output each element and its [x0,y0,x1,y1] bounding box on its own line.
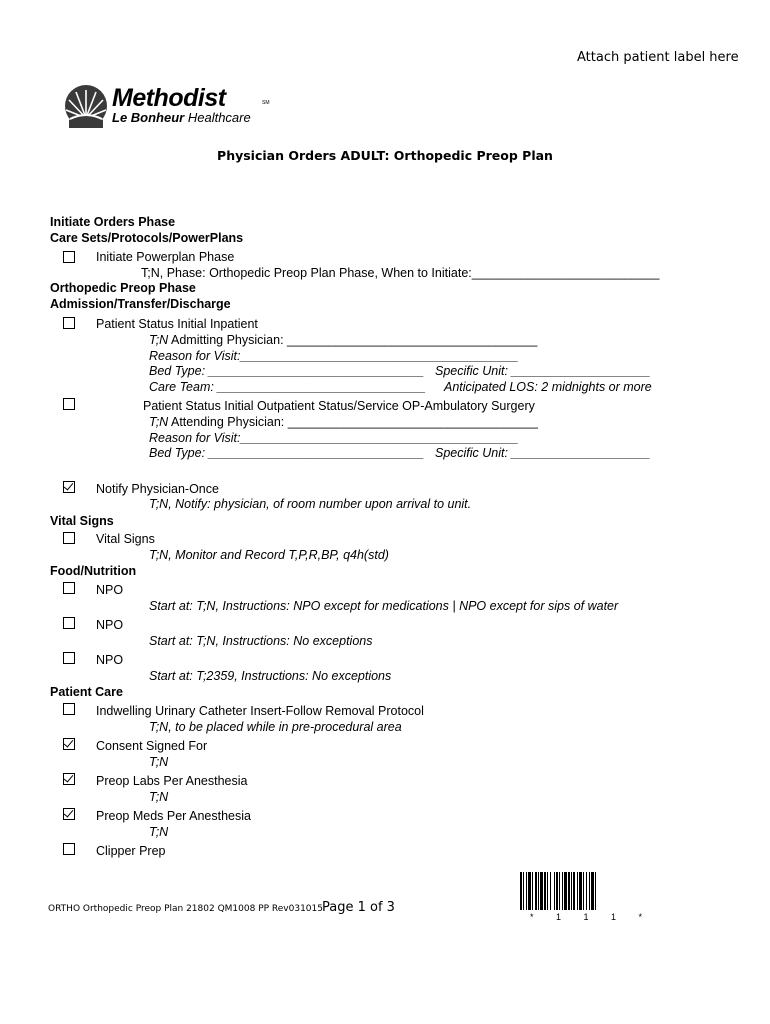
barcode-digit: * [530,912,534,922]
order-npo-2: NPO [96,618,124,632]
order-npo-3: NPO [96,653,124,667]
checkbox-npo-3[interactable] [63,652,75,664]
inpatient-los: Anticipated LOS: 2 midnights or more [444,380,652,394]
checkbox-catheter[interactable] [63,703,75,715]
order-catheter: Indwelling Urinary Catheter Insert-Follow Removal Protocol [96,704,424,718]
patient-label-note: Attach patient label here [577,50,739,65]
checkbox-vital-signs[interactable] [63,532,75,544]
checkbox-npo-1[interactable] [63,582,75,594]
order-consent: Consent Signed For [96,739,208,753]
order-npo-2-detail: Start at: T;N, Instructions: No exceptions [149,634,373,648]
order-preop-meds-detail: T;N [149,825,169,839]
order-vital-signs-detail: T;N, Monitor and Record T,P,R,BP, q4h(std) [149,548,389,562]
checkbox-outpatient[interactable] [63,398,75,410]
logo-service-mark: SM [262,100,270,106]
order-vital-signs: Vital Signs [96,532,155,546]
inpatient-bed-type: Bed Type: _______________________________ [149,364,425,378]
section-care-sets: Care Sets/Protocols/PowerPlans [50,231,244,245]
order-outpatient: Patient Status Initial Outpatient Status/Service OP-Ambulatory Surgery [143,399,535,413]
order-catheter-detail: T;N, to be placed while in pre-procedural area [149,720,402,734]
order-consent-detail: T;N [149,755,169,769]
barcode-digits [530,912,642,922]
order-preop-labs: Preop Labs Per Anesthesia [96,774,248,788]
section-food-nutrition: Food/Nutrition [50,564,137,578]
barcode-digit: 1 [583,912,589,922]
checkbox-preop-labs[interactable] [63,773,75,785]
outpatient-attending-physician: T;N Attending Physician: ____________________________________ [149,415,539,429]
barcode-digit: 1 [555,912,561,922]
page-title: Physician Orders ADULT: Orthopedic Preop Plan [217,148,553,163]
barcode-digit: 1 [610,912,616,922]
order-notify-physician-detail: T;N, Notify: physician, of room number upon arrival to unit. [149,497,472,511]
form-id: ORTHO Orthopedic Preop Plan 21802 QM1008 PP Rev031015 [48,904,323,914]
section-patient-care: Patient Care [50,685,123,699]
checkbox-clipper-prep[interactable] [63,843,75,855]
logo-sunburst-icon [64,84,108,128]
order-preop-meds: Preop Meds Per Anesthesia [96,809,251,823]
section-orthopedic-preop-phase: Orthopedic Preop Phase [50,281,196,295]
inpatient-reason: Reason for Visit:________________________________________ [149,349,519,363]
inpatient-admitting-physician: T;N Admitting Physician: ____________________________________ [149,333,538,347]
order-clipper-prep: Clipper Prep [96,844,166,858]
order-npo-1-detail: Start at: T;N, Instructions: NPO except for medications | NPO except for sips of water [149,599,619,613]
inpatient-specific-unit: Specific Unit: ____________________ [435,364,651,378]
logo-subtitle: Le Bonheur Healthcare [112,110,251,125]
inpatient-care-team: Care Team: ______________________________ [149,380,426,394]
section-initiate-orders-phase: Initiate Orders Phase [50,215,176,229]
order-initiate-powerplan-detail: T;N, Phase: Orthopedic Preop Plan Phase, When to Initiate:___________________________ [141,266,660,280]
checkbox-inpatient[interactable] [63,317,75,329]
logo-wordmark: Methodist [112,84,226,112]
checkbox-consent[interactable] [63,738,75,750]
barcode-digit: * [638,912,642,922]
checkbox-npo-2[interactable] [63,617,75,629]
order-initiate-powerplan: Initiate Powerplan Phase [96,250,235,264]
page-number: Page 1 of 3 [322,900,395,915]
order-inpatient: Patient Status Initial Inpatient [96,317,258,331]
order-preop-labs-detail: T;N [149,790,169,804]
order-npo-1: NPO [96,583,124,597]
barcode-image [520,872,650,910]
outpatient-bed-type: Bed Type: _______________________________ [149,446,425,460]
checkbox-notify-physician[interactable] [63,481,75,493]
section-vital-signs: Vital Signs [50,514,114,528]
methodist-logo [64,80,274,132]
section-admission: Admission/Transfer/Discharge [50,297,231,311]
order-npo-3-detail: Start at: T;2359, Instructions: No exceptions [149,669,392,683]
checkbox-initiate-powerplan[interactable] [63,251,75,263]
outpatient-reason: Reason for Visit:________________________________________ [149,431,519,445]
checkbox-preop-meds[interactable] [63,808,75,820]
outpatient-specific-unit: Specific Unit: ____________________ [435,446,651,460]
order-notify-physician: Notify Physician-Once [96,482,219,496]
